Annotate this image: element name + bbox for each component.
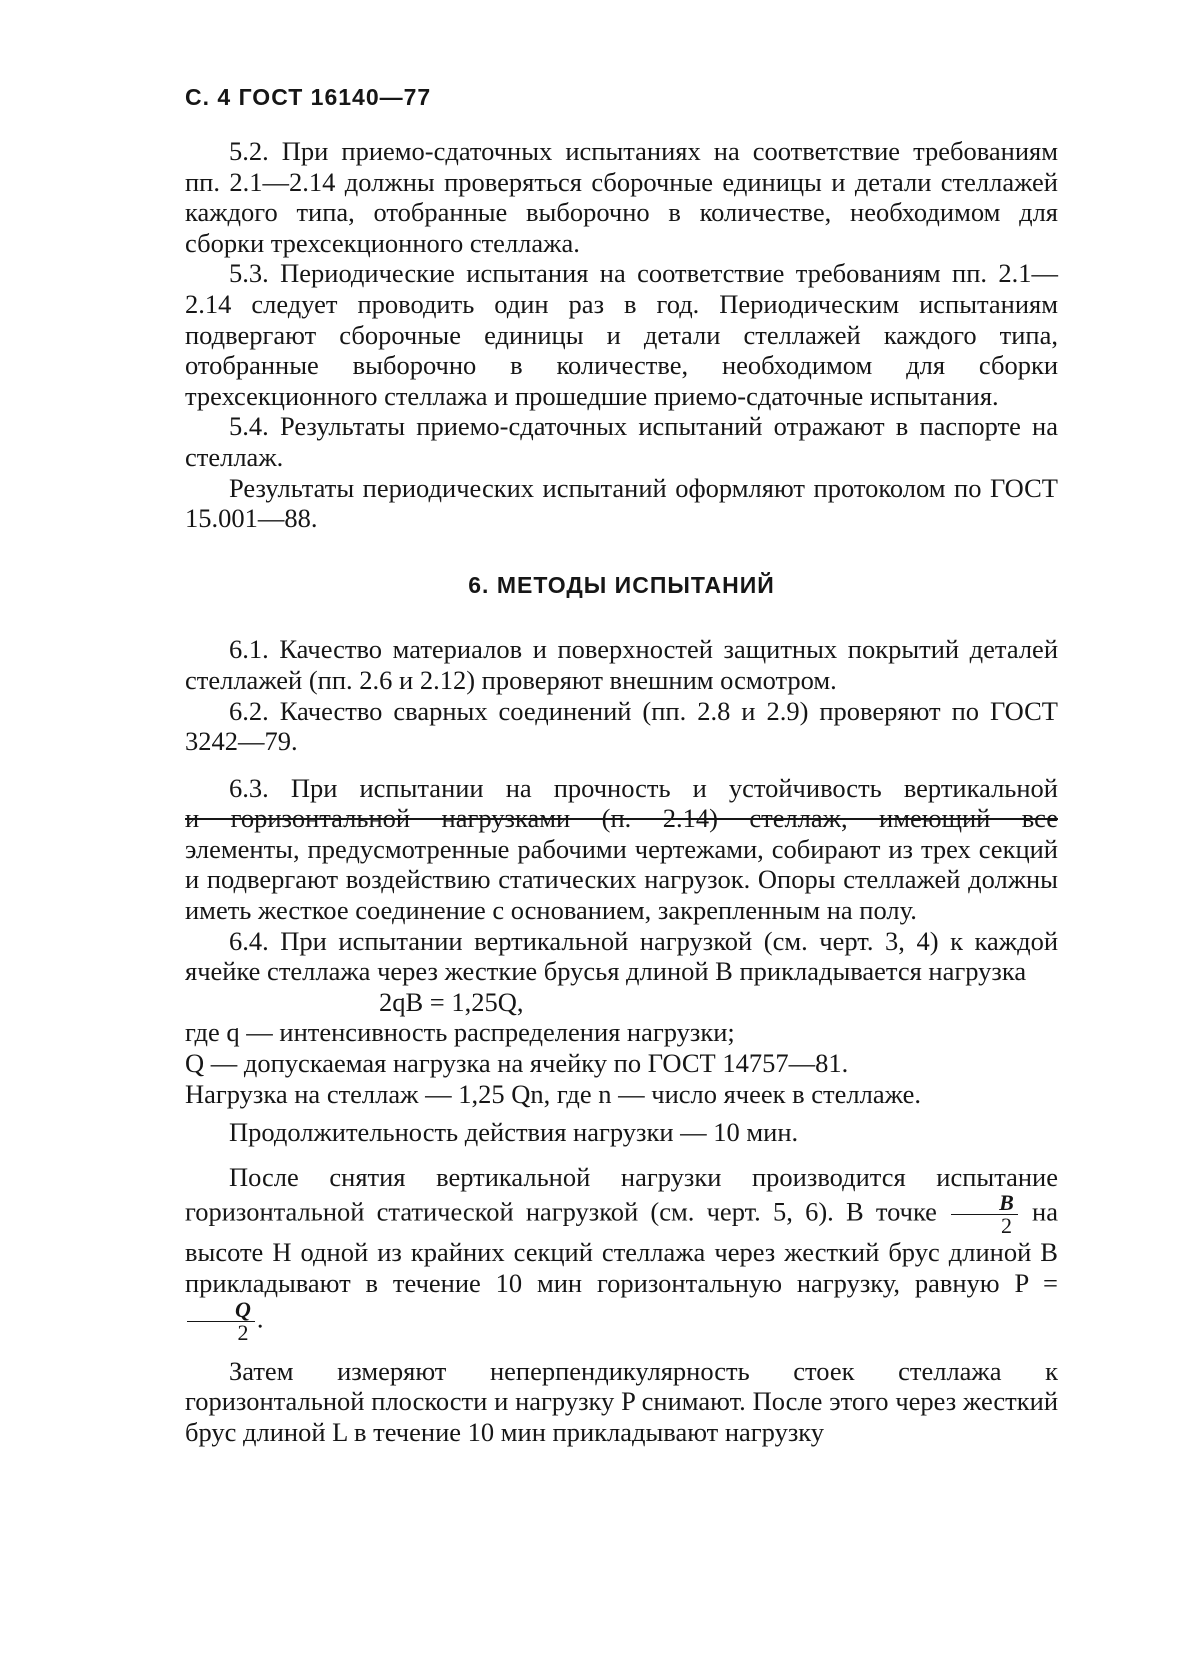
paragraph-6-3-rest: элементы, предусмотренные рабочими чертежами, собирают из трех секций и подвергают воздействию статических нагрузок. Опоры стеллажей должны иметь жесткое соединение с основанием, закрепленным на полу.	[185, 833, 1058, 926]
fraction-q-denominator: 2	[237, 1319, 249, 1345]
definition-Q: Q — допускаемая нагрузка на ячейку по ГОСТ 14757—81.	[185, 1048, 849, 1079]
final-paragraph: Затем измеряют неперпендикулярность стоек стеллажа к горизонтальной плоскости и нагрузку P снимают. После этого через жесткий брус длиной L в течение 10 мин прикладывают нагрузку	[185, 1355, 1058, 1447]
paragraph-5-4-protocol: Результаты периодических испытаний оформляют протоколом по ГОСТ 15.001—88.	[185, 472, 1058, 534]
fraction-q-numerator: Q	[187, 1299, 255, 1322]
horizontal-test-text-b: на высоте H одной из крайних секций стеллажа через жесткий брус длиной B прикладывают в течение 10 мин горизонтальную нагрузку, равную P =	[185, 1196, 1058, 1298]
paragraph-5-2: 5.2. При приемо-сдаточных испытаниях на соответствие требованиям пп. 2.1—2.14 должны проверяться сборочные единицы и детали стеллажей каждого типа, отобранные выборочно в количестве, необходимом для сборки трехсекционного стеллажа.	[185, 136, 1058, 258]
section-6-heading: 6. МЕТОДЫ ИСПЫТАНИЙ	[468, 571, 775, 598]
paragraph-6-3-struck-line: и горизонтальной нагрузками (п. 2.14) стеллаж, имеющий все	[185, 803, 1058, 834]
paragraph-6-3-first-line: 6.3. При испытании на прочность и устойчивость вертикальной	[229, 772, 1058, 803]
horizontal-test-paragraph	[185, 1162, 1058, 1344]
document-body	[185, 136, 1058, 1447]
paragraph-6-1: 6.1. Качество материалов и поверхностей защитных покрытий деталей стеллажей (пп. 2.6 и 2.12) проверяют внешним осмотром.	[185, 634, 1058, 695]
paragraph-6-2: 6.2. Качество сварных соединений (пп. 2.8 и 2.9) проверяют по ГОСТ 3242—79.	[185, 695, 1058, 757]
fraction-b-numerator: B	[951, 1192, 1018, 1215]
paragraph-5-3: 5.3. Периодические испытания на соответствие требованиям пп. 2.1—2.14 следует проводить один раз в год. Периодическим испытаниям подвергают сборочные единицы и детали стеллажей каждого типа, отобранные выборочно в количестве, необходимом для сборки трехсекционного стеллажа и прошедшие приемо-сдаточные испытания.	[185, 258, 1058, 411]
paragraph-6-4: 6.4. При испытании вертикальной нагрузкой (см. черт. 3, 4) к каждой ячейке стеллажа через жесткие брусья длиной B прикладывается нагрузка	[185, 925, 1058, 987]
fraction-b-over-2	[951, 1192, 1018, 1237]
formula-load: 2qB = 1,25Q,	[379, 986, 524, 1017]
horizontal-test-text-a: После снятия вертикальной нагрузки производится испытание горизонтальной статической нагрузкой (см. черт. 5, 6). В точке	[185, 1161, 1058, 1227]
total-load-line: Нагрузка на стеллаж — 1,25 Qn, где n — число ячеек в стеллаже.	[185, 1078, 921, 1109]
definition-q: где q — интенсивность распределения нагрузки;	[185, 1017, 735, 1048]
load-duration: Продолжительность действия нагрузки — 10 мин.	[229, 1117, 799, 1148]
running-header: С. 4 ГОСТ 16140—77	[185, 84, 432, 110]
fraction-b-denominator: 2	[1001, 1213, 1012, 1239]
horizontal-test-end: .	[256, 1303, 264, 1334]
fraction-q-over-2	[187, 1296, 255, 1345]
paragraph-5-4: 5.4. Результаты приемо-сдаточных испытаний отражают в паспорте на стеллаж.	[185, 411, 1058, 472]
